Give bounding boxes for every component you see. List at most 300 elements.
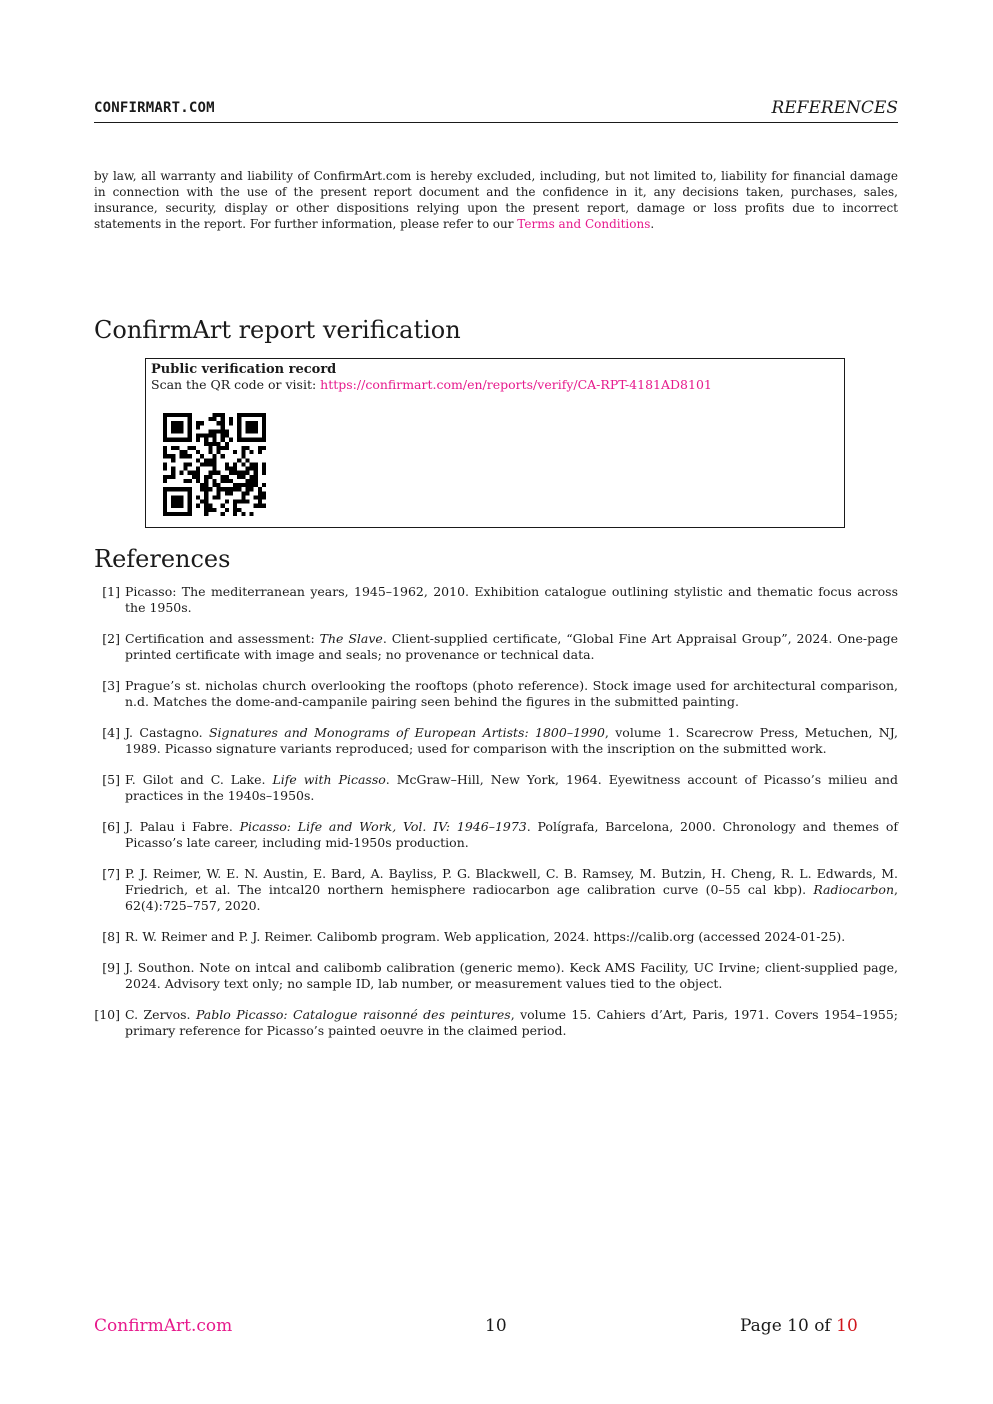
qr-module bbox=[179, 429, 183, 433]
page-header bbox=[94, 98, 898, 123]
qr-module bbox=[245, 467, 249, 471]
reference-number: [6] bbox=[102, 819, 120, 834]
qr-module bbox=[225, 467, 229, 471]
qr-module bbox=[245, 413, 249, 417]
qr-module bbox=[184, 413, 188, 417]
qr-module bbox=[250, 425, 254, 429]
qr-module bbox=[254, 429, 258, 433]
qr-module bbox=[184, 479, 188, 483]
qr-module bbox=[237, 487, 241, 491]
qr-module bbox=[221, 475, 225, 479]
qr-module bbox=[171, 487, 175, 491]
qr-module bbox=[188, 500, 192, 504]
qr-module bbox=[175, 425, 179, 429]
qr-module bbox=[208, 462, 212, 466]
qr-module bbox=[258, 413, 262, 417]
qr-module bbox=[237, 425, 241, 429]
qr-module bbox=[225, 462, 229, 466]
qr-module bbox=[217, 442, 221, 446]
qr-module bbox=[200, 421, 204, 425]
qr-module bbox=[233, 504, 237, 508]
qr-module bbox=[163, 462, 167, 466]
qr-module bbox=[254, 495, 258, 499]
qr-module bbox=[237, 417, 241, 421]
reference-pre: J. Southon. Note on intcal and calibomb calibration (generic memo). Keck AMS Facility, UC Irvine; client-supplied page, 2024. Advisory text only; no sample ID, lab number, or measurement values tied to the object. bbox=[125, 960, 898, 991]
reference-ital: Radiocarbon bbox=[813, 882, 895, 897]
qr-module bbox=[204, 479, 208, 483]
qr-module bbox=[163, 413, 167, 417]
qr-module bbox=[167, 413, 171, 417]
qr-module bbox=[258, 487, 262, 491]
qr-module bbox=[179, 413, 183, 417]
qr-module bbox=[254, 467, 258, 471]
qr-module bbox=[163, 454, 167, 458]
reference-item bbox=[94, 631, 898, 663]
qr-module bbox=[241, 413, 245, 417]
qr-module bbox=[225, 442, 229, 446]
qr-module bbox=[245, 500, 249, 504]
qr-module bbox=[250, 475, 254, 479]
qr-module bbox=[179, 450, 183, 454]
qr-module bbox=[254, 421, 258, 425]
reference-text bbox=[125, 819, 898, 850]
qr-module bbox=[241, 491, 245, 495]
qr-module bbox=[208, 475, 212, 479]
qr-module bbox=[204, 495, 208, 499]
qr-module bbox=[237, 458, 241, 462]
qr-module bbox=[175, 413, 179, 417]
qr-module bbox=[171, 454, 175, 458]
qr-module bbox=[212, 467, 216, 471]
qr-module bbox=[254, 483, 258, 487]
qr-module bbox=[262, 429, 266, 433]
qr-module bbox=[217, 483, 221, 487]
reference-number: [2] bbox=[102, 631, 120, 646]
qr-module bbox=[184, 438, 188, 442]
qr-module bbox=[221, 417, 225, 421]
qr-module bbox=[184, 487, 188, 491]
qr-module bbox=[163, 425, 167, 429]
reference-item bbox=[94, 725, 898, 757]
qr-module bbox=[179, 487, 183, 491]
section-title: REFERENCES bbox=[771, 98, 898, 118]
reference-text bbox=[125, 866, 898, 913]
qr-module bbox=[208, 508, 212, 512]
qr-module bbox=[217, 446, 221, 450]
qr-module bbox=[188, 462, 192, 466]
qr-module bbox=[171, 471, 175, 475]
reference-ital: The Slave bbox=[319, 631, 383, 646]
scan-instruction: Scan the QR code or visit: bbox=[151, 377, 321, 392]
qr-module bbox=[217, 487, 221, 491]
qr-module bbox=[163, 504, 167, 508]
qr-module bbox=[245, 425, 249, 429]
qr-module bbox=[163, 434, 167, 438]
confirmart-logo: CONFIRMART.COM bbox=[94, 100, 215, 116]
qr-module bbox=[241, 512, 245, 516]
qr-module bbox=[250, 483, 254, 487]
reference-number: [10] bbox=[94, 1007, 120, 1022]
qr-module bbox=[171, 446, 175, 450]
reference-number: [5] bbox=[102, 772, 120, 787]
qr-module bbox=[258, 450, 262, 454]
reference-item bbox=[94, 866, 898, 914]
qr-module bbox=[258, 438, 262, 442]
verification-box-title: Public verification record bbox=[151, 362, 337, 377]
qr-module bbox=[188, 504, 192, 508]
qr-module bbox=[225, 434, 229, 438]
qr-module bbox=[250, 450, 254, 454]
qr-module bbox=[204, 500, 208, 504]
qr-module bbox=[262, 504, 266, 508]
qr-module bbox=[188, 425, 192, 429]
qr-module bbox=[175, 438, 179, 442]
qr-module bbox=[184, 450, 188, 454]
qr-module bbox=[233, 512, 237, 516]
qr-module bbox=[163, 508, 167, 512]
qr-module bbox=[196, 471, 200, 475]
qr-module bbox=[196, 450, 200, 454]
qr-module bbox=[221, 446, 225, 450]
qr-module bbox=[221, 413, 225, 417]
qr-module bbox=[221, 487, 225, 491]
qr-module bbox=[225, 487, 229, 491]
qr-module bbox=[179, 504, 183, 508]
qr-module bbox=[204, 483, 208, 487]
reference-text bbox=[125, 584, 898, 615]
qr-module bbox=[171, 500, 175, 504]
qr-module bbox=[208, 471, 212, 475]
qr-module bbox=[175, 504, 179, 508]
footer-page-number: 10 bbox=[485, 1316, 507, 1336]
qr-module bbox=[233, 467, 237, 471]
qr-module bbox=[204, 434, 208, 438]
footer-page-count bbox=[740, 1316, 858, 1336]
qr-module bbox=[250, 413, 254, 417]
verification-heading: ConfirmArt report verification bbox=[94, 316, 461, 344]
qr-module bbox=[200, 500, 204, 504]
qr-module bbox=[212, 413, 216, 417]
qr-module bbox=[208, 450, 212, 454]
qr-module bbox=[237, 475, 241, 479]
qr-module bbox=[237, 438, 241, 442]
reference-post: . Client-supplied certificate, “Global Fine Art Appraisal Group”, 2024. One-page printed certificate with image and seals; no provenance or technical data. bbox=[125, 631, 898, 662]
qr-module bbox=[188, 479, 192, 483]
qr-module bbox=[254, 471, 258, 475]
qr-module bbox=[225, 508, 229, 512]
qr-module bbox=[245, 483, 249, 487]
qr-module bbox=[245, 429, 249, 433]
qr-module bbox=[245, 458, 249, 462]
reference-item bbox=[94, 1007, 898, 1039]
references-list bbox=[94, 584, 898, 1054]
qr-module bbox=[254, 475, 258, 479]
qr-module bbox=[204, 504, 208, 508]
qr-module bbox=[212, 471, 216, 475]
qr-module bbox=[175, 495, 179, 499]
qr-module bbox=[217, 413, 221, 417]
qr-module bbox=[250, 421, 254, 425]
qr-module bbox=[258, 495, 262, 499]
reference-pre: R. W. Reimer and P. J. Reimer. Calibomb program. Web application, 2024. https://calib.org (accessed 2024-01-25). bbox=[125, 929, 846, 944]
qr-module bbox=[217, 429, 221, 433]
qr-module bbox=[221, 434, 225, 438]
qr-module bbox=[229, 491, 233, 495]
qr-module bbox=[245, 421, 249, 425]
qr-module bbox=[233, 487, 237, 491]
reference-text bbox=[125, 960, 898, 991]
reference-number: [7] bbox=[102, 866, 120, 881]
qr-module bbox=[221, 425, 225, 429]
reference-pre: C. Zervos. bbox=[125, 1007, 196, 1022]
reference-ital: Life with Picasso bbox=[272, 772, 386, 787]
qr-module bbox=[200, 483, 204, 487]
qr-module bbox=[175, 429, 179, 433]
qr-module bbox=[175, 500, 179, 504]
reference-number: [3] bbox=[102, 678, 120, 693]
reference-text bbox=[125, 725, 898, 756]
qr-module bbox=[225, 429, 229, 433]
qr-module bbox=[188, 413, 192, 417]
qr-module bbox=[163, 429, 167, 433]
qr-module bbox=[163, 450, 167, 454]
qr-module bbox=[188, 429, 192, 433]
qr-module bbox=[163, 487, 167, 491]
qr-module bbox=[196, 504, 200, 508]
qr-module bbox=[221, 429, 225, 433]
qr-module bbox=[212, 495, 216, 499]
qr-module bbox=[196, 425, 200, 429]
qr-module bbox=[237, 429, 241, 433]
qr-module bbox=[188, 434, 192, 438]
qr-module bbox=[212, 434, 216, 438]
qr-module bbox=[245, 446, 249, 450]
reference-item bbox=[94, 584, 898, 616]
qr-module bbox=[163, 479, 167, 483]
qr-module bbox=[179, 512, 183, 516]
qr-module bbox=[245, 491, 249, 495]
qr-module bbox=[196, 475, 200, 479]
qr-module bbox=[250, 462, 254, 466]
reference-number: [9] bbox=[102, 960, 120, 975]
qr-module bbox=[208, 429, 212, 433]
qr-module bbox=[225, 446, 229, 450]
reference-text bbox=[125, 1007, 898, 1038]
qr-module bbox=[171, 504, 175, 508]
verification-box bbox=[145, 358, 845, 528]
disclaimer-paragraph bbox=[94, 168, 898, 232]
qr-module bbox=[217, 471, 221, 475]
qr-module bbox=[184, 467, 188, 471]
reference-text bbox=[125, 772, 898, 803]
reference-post: , volume 1. Scarecrow Press, Metuchen, NJ, 1989. Picasso signature variants reproduced; used for comparison with the inscription on the submitted work. bbox=[125, 725, 898, 756]
qr-module bbox=[254, 438, 258, 442]
qr-module bbox=[167, 454, 171, 458]
qr-module bbox=[196, 421, 200, 425]
qr-module bbox=[237, 434, 241, 438]
qr-module bbox=[204, 475, 208, 479]
qr-module bbox=[250, 467, 254, 471]
qr-module bbox=[221, 479, 225, 483]
qr-module bbox=[237, 421, 241, 425]
qr-module bbox=[233, 462, 237, 466]
qr-module bbox=[245, 471, 249, 475]
reference-item bbox=[94, 678, 898, 710]
reference-text bbox=[125, 678, 898, 709]
qr-module bbox=[171, 421, 175, 425]
qr-module bbox=[171, 438, 175, 442]
qr-module bbox=[237, 413, 241, 417]
qr-module bbox=[262, 495, 266, 499]
qr-module bbox=[175, 487, 179, 491]
qr-module bbox=[179, 438, 183, 442]
qr-module bbox=[217, 421, 221, 425]
terms-link[interactable]: Terms and Conditions bbox=[517, 217, 651, 231]
qr-module bbox=[179, 495, 183, 499]
qr-module bbox=[179, 421, 183, 425]
qr-module bbox=[204, 487, 208, 491]
qr-module bbox=[254, 413, 258, 417]
qr-module bbox=[241, 500, 245, 504]
qr-code-icon[interactable] bbox=[163, 413, 266, 516]
qr-module bbox=[212, 458, 216, 462]
reference-number: [1] bbox=[102, 584, 120, 599]
qr-module bbox=[163, 417, 167, 421]
qr-module bbox=[233, 508, 237, 512]
qr-module bbox=[237, 508, 241, 512]
qr-module bbox=[188, 471, 192, 475]
qr-module bbox=[258, 446, 262, 450]
verification-url-link[interactable]: https://confirmart.com/en/reports/verify/CA-RPT-4181AD8101 bbox=[320, 377, 712, 392]
qr-module bbox=[250, 438, 254, 442]
qr-module bbox=[212, 429, 216, 433]
disclaimer-text: by law, all warranty and liability of ConfirmArt.com is hereby excluded, including, but not limited to, liability for financial damage in connection with the use of the present report document and the confidence in it, any decisions taken, purchases, sales, insurance, security, display or other dispositions relying upon the present report, damage or loss profits due to incorrect statements in the report. For further information, please refer to our bbox=[94, 169, 898, 231]
qr-module bbox=[212, 438, 216, 442]
qr-module bbox=[258, 504, 262, 508]
references-heading: References bbox=[94, 545, 231, 573]
qr-module bbox=[167, 475, 171, 479]
reference-post: , 62(4):725–757, 2020. bbox=[125, 882, 898, 913]
qr-module bbox=[241, 450, 245, 454]
qr-module bbox=[204, 512, 208, 516]
qr-module bbox=[262, 425, 266, 429]
reference-ital: Picasso: Life and Work, Vol. IV: 1946–1973 bbox=[239, 819, 527, 834]
reference-pre: Picasso: The mediterranean years, 1945–1962, 2010. Exhibition catalogue outlining stylistic and thematic focus across the 1950s. bbox=[125, 584, 898, 615]
qr-module bbox=[237, 471, 241, 475]
qr-module bbox=[229, 487, 233, 491]
qr-module bbox=[184, 462, 188, 466]
qr-module bbox=[171, 458, 175, 462]
qr-module bbox=[163, 512, 167, 516]
reference-pre: Certification and assessment: bbox=[125, 631, 320, 646]
qr-module bbox=[208, 434, 212, 438]
qr-module bbox=[212, 462, 216, 466]
qr-module bbox=[233, 483, 237, 487]
reference-ital: Signatures and Monograms of European Artists: 1800–1990 bbox=[208, 725, 605, 740]
qr-module bbox=[212, 479, 216, 483]
qr-module bbox=[200, 462, 204, 466]
qr-module bbox=[171, 425, 175, 429]
qr-module bbox=[262, 462, 266, 466]
qr-module bbox=[245, 479, 249, 483]
reference-pre: Prague’s st. nicholas church overlooking the rooftops (photo reference). Stock image used for architectural comparison, n.d. Matches the dome-and-campanile pairing seen behind the figures in the submitted painting. bbox=[125, 678, 898, 709]
reference-pre: J. Palau i Fabre. bbox=[125, 819, 240, 834]
qr-module bbox=[163, 475, 167, 479]
qr-module bbox=[163, 438, 167, 442]
qr-module bbox=[221, 421, 225, 425]
qr-module bbox=[188, 438, 192, 442]
reference-post: . McGraw–Hill, New York, 1964. Eyewitness account of Picasso’s milieu and practices in the 1940s–1950s. bbox=[125, 772, 898, 803]
qr-module bbox=[167, 438, 171, 442]
qr-module bbox=[262, 446, 266, 450]
qr-module bbox=[184, 512, 188, 516]
qr-module bbox=[208, 487, 212, 491]
qr-module bbox=[208, 446, 212, 450]
reference-item bbox=[94, 819, 898, 851]
qr-module bbox=[229, 479, 233, 483]
qr-module bbox=[188, 512, 192, 516]
qr-module bbox=[204, 458, 208, 462]
qr-module bbox=[229, 421, 233, 425]
qr-module bbox=[262, 491, 266, 495]
qr-module bbox=[262, 413, 266, 417]
reference-text bbox=[125, 929, 845, 944]
qr-module bbox=[196, 479, 200, 483]
qr-module bbox=[250, 512, 254, 516]
qr-module bbox=[200, 454, 204, 458]
footer-page-label: Page 10 of bbox=[740, 1316, 837, 1336]
qr-module bbox=[217, 450, 221, 454]
qr-module bbox=[237, 500, 241, 504]
qr-module bbox=[241, 475, 245, 479]
qr-module bbox=[171, 429, 175, 433]
qr-module bbox=[250, 487, 254, 491]
qr-module bbox=[254, 462, 258, 466]
qr-module bbox=[196, 467, 200, 471]
reference-pre: P. J. Reimer, W. E. N. Austin, E. Bard, A. Bayliss, P. G. Blackwell, C. B. Ramsey, M. Butzin, H. Cheng, R. L. Edwards, M. Friedrich, et al. The intcal20 northern hemisphere radiocarbon age calibration curve (0–55 cal kbp). bbox=[125, 866, 898, 897]
qr-module bbox=[245, 438, 249, 442]
qr-module bbox=[179, 471, 183, 475]
qr-module bbox=[163, 467, 167, 471]
footer-site-link[interactable]: ConfirmArt.com bbox=[94, 1316, 233, 1336]
reference-pre: F. Gilot and C. Lake. bbox=[125, 772, 273, 787]
qr-module bbox=[188, 446, 192, 450]
qr-module bbox=[241, 495, 245, 499]
qr-module bbox=[200, 487, 204, 491]
qr-module bbox=[262, 417, 266, 421]
qr-module bbox=[175, 421, 179, 425]
reference-item bbox=[94, 960, 898, 992]
qr-module bbox=[241, 471, 245, 475]
reference-pre: J. Castagno. bbox=[125, 725, 209, 740]
qr-module bbox=[208, 417, 212, 421]
qr-module bbox=[212, 483, 216, 487]
qr-module bbox=[237, 483, 241, 487]
qr-module bbox=[204, 462, 208, 466]
reference-post: , volume 15. Cahiers d’Art, Paris, 1971. Covers 1954–1955; primary reference for Picasso’s painted oeuvre in the claimed period. bbox=[125, 1007, 899, 1038]
qr-module bbox=[175, 446, 179, 450]
qr-module bbox=[167, 512, 171, 516]
qr-module bbox=[241, 483, 245, 487]
qr-module bbox=[221, 454, 225, 458]
qr-module bbox=[254, 425, 258, 429]
footer-page-total-link[interactable]: 10 bbox=[836, 1316, 858, 1336]
qr-module bbox=[179, 425, 183, 429]
qr-module bbox=[241, 438, 245, 442]
qr-module bbox=[212, 442, 216, 446]
qr-module bbox=[262, 467, 266, 471]
qr-module bbox=[204, 491, 208, 495]
